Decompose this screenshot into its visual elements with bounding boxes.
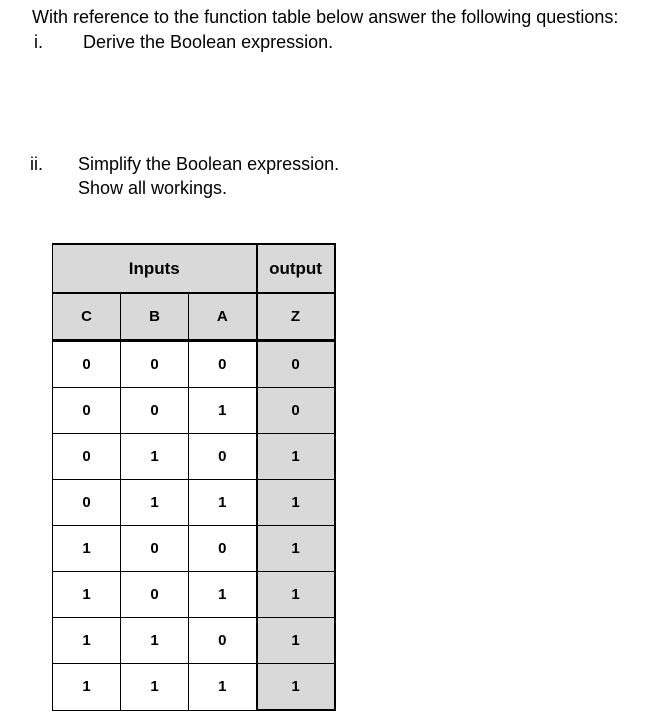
cell-b: 0	[121, 526, 189, 572]
table-row	[53, 480, 335, 526]
cell-c: 1	[53, 618, 121, 664]
cell-b: 0	[121, 388, 189, 434]
table-row	[53, 341, 335, 388]
cell-z: 1	[257, 526, 335, 572]
table-row	[53, 434, 335, 480]
cell-z: 0	[257, 341, 335, 388]
cell-z: 1	[257, 664, 335, 711]
cell-c: 1	[53, 572, 121, 618]
question-ii-number: ii.	[30, 154, 43, 174]
column-header-z: Z	[257, 293, 335, 341]
inputs-header: Inputs	[53, 244, 257, 293]
question-ii-text-line-2: Show all workings.	[78, 178, 228, 198]
cell-c: 1	[53, 526, 121, 572]
cell-a: 1	[189, 664, 257, 711]
cell-a: 0	[189, 341, 257, 388]
cell-a: 0	[189, 434, 257, 480]
cell-z: 1	[257, 572, 335, 618]
table-row	[53, 572, 335, 618]
cell-c: 1	[53, 664, 121, 711]
cell-a: 0	[189, 618, 257, 664]
cell-c: 0	[53, 434, 121, 480]
cell-z: 1	[257, 618, 335, 664]
table-row	[53, 664, 335, 711]
table-row	[53, 618, 335, 664]
column-header-c: C	[53, 293, 121, 341]
cell-c: 0	[53, 341, 121, 388]
table-row	[53, 388, 335, 434]
cell-a: 0	[189, 526, 257, 572]
cell-b: 1	[121, 664, 189, 711]
question-i-number: i.	[34, 32, 43, 52]
question-ii-text-line-1: Simplify the Boolean expression.	[78, 154, 340, 174]
intro-text: With reference to the function table below answer the following questions:	[32, 7, 619, 27]
question-i-text: Derive the Boolean expression.	[83, 32, 334, 52]
cell-z: 1	[257, 434, 335, 480]
cell-b: 0	[121, 341, 189, 388]
cell-b: 1	[121, 480, 189, 526]
column-header-b: B	[121, 293, 189, 341]
table-row	[53, 526, 335, 572]
cell-z: 1	[257, 480, 335, 526]
cell-b: 0	[121, 572, 189, 618]
column-header-a: A	[189, 293, 257, 341]
cell-b: 1	[121, 434, 189, 480]
function-table	[52, 243, 336, 711]
cell-a: 1	[189, 572, 257, 618]
cell-a: 1	[189, 480, 257, 526]
cell-z: 0	[257, 388, 335, 434]
cell-c: 0	[53, 480, 121, 526]
cell-c: 0	[53, 388, 121, 434]
cell-a: 1	[189, 388, 257, 434]
cell-b: 1	[121, 618, 189, 664]
output-header: output	[257, 244, 335, 293]
